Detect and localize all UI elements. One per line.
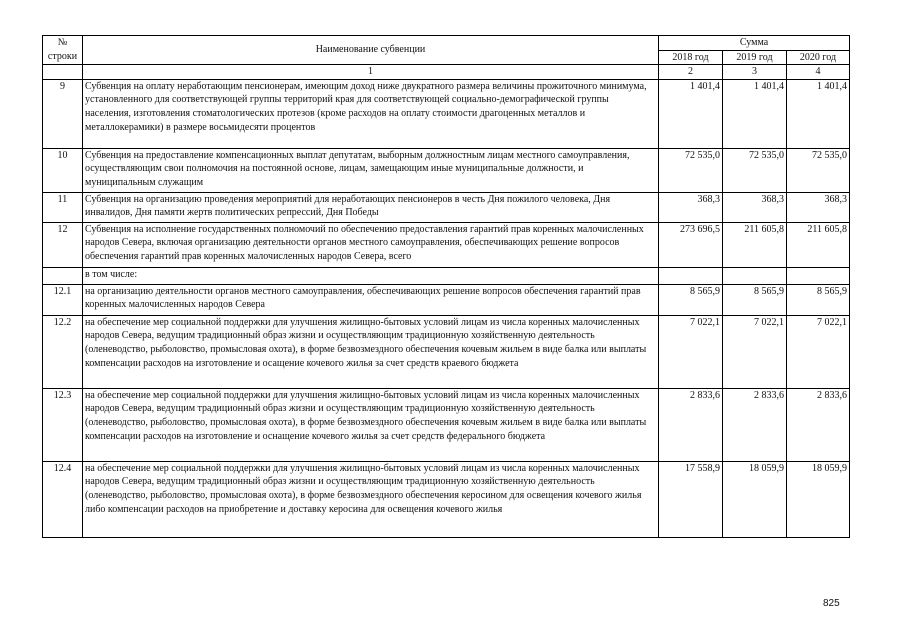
subvention-name: Субвенция на исполнение государственных полномочий по обеспечению предоставления гарантий прав коренных малочисленных народов Севера, включая организацию деятельности органов местного самоуправления, обеспечивающих решение вопросов обеспечения гарантий прав коренных малочисленных народов Севера, всего	[83, 222, 659, 267]
amount-2020: 1 401,4	[787, 79, 850, 148]
amount-2019: 7 022,1	[723, 315, 787, 388]
amount-2018	[659, 267, 723, 284]
year-2018-header: 2018 год	[659, 50, 723, 65]
amount-2019: 2 833,6	[723, 388, 787, 461]
subventions-table	[42, 35, 850, 538]
table-row	[43, 315, 850, 388]
amount-2019: 211 605,8	[723, 222, 787, 267]
amount-2020: 72 535,0	[787, 148, 850, 192]
subvention-name: на обеспечение мер социальной поддержки для улучшения жилищно-бытовых условий лицам из числа коренных малочисленных народов Севера, ведущим традиционный образ жизни и осуществляющим традиционную хозяйственную деятельность (оленеводство, рыболовство, промысловая охота), в форме безвозмездного обеспечения керосином для освещения кочевого жилья либо компенсации расходов на приобретение и доставку керосина для освещения кочевого жилья	[83, 461, 659, 537]
table-row	[43, 284, 850, 315]
row-number: 12.3	[43, 388, 83, 461]
row-number-header	[43, 36, 83, 65]
amount-2018: 17 558,9	[659, 461, 723, 537]
amount-2018: 368,3	[659, 192, 723, 222]
column-number-blank	[43, 65, 83, 80]
subvention-name: на организацию деятельности органов местного самоуправления, обеспечивающих решение вопросов обеспечения гарантий прав коренных малочисленных народов Севера	[83, 284, 659, 315]
year-2020-header: 2020 год	[787, 50, 850, 65]
subvention-name: Субвенция на предоставление компенсационных выплат депутатам, выборным должностным лицам местного самоуправления, осуществляющим свои полномочия на постоянной основе, лицам, замещающим иные муниципальные должности, и муниципальным служащим	[83, 148, 659, 192]
column-number-3: 3	[723, 65, 787, 80]
column-number-2: 2	[659, 65, 723, 80]
table-row	[43, 148, 850, 192]
column-number-4: 4	[787, 65, 850, 80]
column-number-1: 1	[83, 65, 659, 80]
subvention-name: Субвенция на организацию проведения мероприятий для неработающих пенсионеров в честь Дня пожилого человека, Дня инвалидов, Дня памяти жертв политических репрессий, Дня Победы	[83, 192, 659, 222]
row-number: 12.4	[43, 461, 83, 537]
amount-2018: 273 696,5	[659, 222, 723, 267]
table-row	[43, 267, 850, 284]
row-number: 12.1	[43, 284, 83, 315]
amount-2020: 2 833,6	[787, 388, 850, 461]
page-number: 825	[823, 598, 840, 609]
subvention-name: на обеспечение мер социальной поддержки для улучшения жилищно-бытовых условий лицам из числа коренных малочисленных народов Севера, ведущим традиционный образ жизни и осуществляющим традиционную хозяйственную деятельность (оленеводство, рыболовство, промысловая охота), в форме безвозмездного обеспечения кочевым жильем в виде балка или выплаты компенсации расходов на изготовление и оснащение кочевого жилья за счет средств федерального бюджета	[83, 388, 659, 461]
amount-2018: 2 833,6	[659, 388, 723, 461]
table-row	[43, 388, 850, 461]
row-number-header-word: строки	[47, 50, 78, 62]
amount-2019	[723, 267, 787, 284]
amount-2018: 72 535,0	[659, 148, 723, 192]
column-number-row	[43, 65, 850, 80]
amount-2019: 18 059,9	[723, 461, 787, 537]
table-row	[43, 222, 850, 267]
amount-2020: 8 565,9	[787, 284, 850, 315]
amount-2019: 8 565,9	[723, 284, 787, 315]
amount-2019: 1 401,4	[723, 79, 787, 148]
amount-2019: 368,3	[723, 192, 787, 222]
row-number: 9	[43, 79, 83, 148]
amount-2018: 7 022,1	[659, 315, 723, 388]
amount-2020	[787, 267, 850, 284]
table-row	[43, 461, 850, 537]
row-number: 10	[43, 148, 83, 192]
subvention-name-header: Наименование субвенции	[83, 36, 659, 65]
header-row	[43, 36, 850, 51]
subvention-name: в том числе:	[83, 267, 659, 284]
table-row	[43, 192, 850, 222]
row-number: 11	[43, 192, 83, 222]
subvention-name: на обеспечение мер социальной поддержки для улучшения жилищно-бытовых условий лицам из числа коренных малочисленных народов Севера, ведущим традиционный образ жизни и осуществляющим традиционную хозяйственную деятельность (оленеводство, рыболовство, промысловая охота), в форме безвозмездного обеспечения кочевым жильем в виде балка или выплаты компенсации расходов на изготовление и осащение кочевого жилья за счет средств краевого бюджета	[83, 315, 659, 388]
row-number: 12	[43, 222, 83, 267]
amount-2020: 7 022,1	[787, 315, 850, 388]
row-number-header-symbol: №	[57, 37, 68, 48]
amount-2020: 211 605,8	[787, 222, 850, 267]
row-number	[43, 267, 83, 284]
amount-2018: 1 401,4	[659, 79, 723, 148]
row-number: 12.2	[43, 315, 83, 388]
amount-2020: 368,3	[787, 192, 850, 222]
year-2019-header: 2019 год	[723, 50, 787, 65]
amount-2020: 18 059,9	[787, 461, 850, 537]
sum-header: Сумма	[659, 36, 850, 51]
subvention-name: Субвенция на оплату неработающим пенсионерам, имеющим доход ниже двукратного размера величины прожиточного минимума, установленного для соответствующей группы территорий края для соответствующей социально-демографической группы населения, изготовления стоматологических протезов (кроме расходов на оплату стоимости драгоценных металлов и металлокерамики) в размере восьмидесяти процентов	[83, 79, 659, 148]
amount-2019: 72 535,0	[723, 148, 787, 192]
amount-2018: 8 565,9	[659, 284, 723, 315]
table-row	[43, 79, 850, 148]
